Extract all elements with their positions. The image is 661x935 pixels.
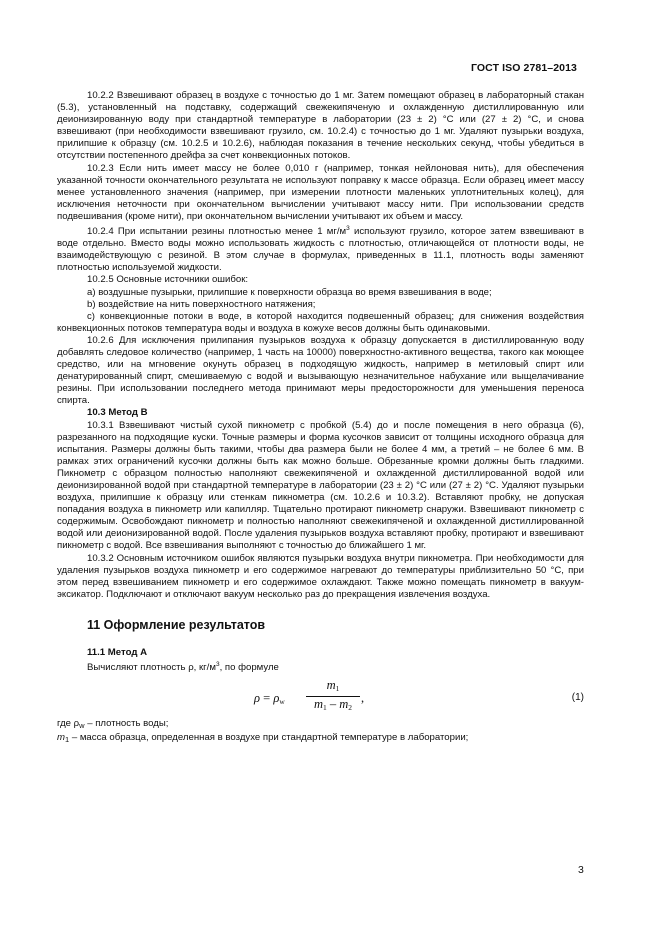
fraction-numerator: m1 bbox=[326, 678, 340, 694]
para-10-3-2: 10.3.2 Основным источником ошибок являются пузырьки воздуха внутри пикнометра. При необходимости для удаления пузырьков воздуха пикнометр и его содержимое нагревают до температуры приблизительно 50 °C, при этом перед взвешиванием пикнометр и его содержимое охлаждают. Также можно помещать пикнометр в вакуум-эксикатор. Подключают и отключают вакуум несколько раз до прекращения извлечения воздуха. bbox=[57, 552, 584, 600]
page-body bbox=[57, 90, 584, 746]
page-number: 3 bbox=[578, 864, 584, 876]
where-rho-w: где $\rho_w$ – плотность воды; bbox=[57, 718, 169, 731]
para-10-2-6: 10.2.6 Для исключения прилипания пузырьков воздуха к образцу допускается в дистиллированную воду добавлять следовое количество (например, 1 часть на 10000) поверхностно-активного вещества, такого как моющее средство, или на мгновение окунуть образец в подходящую жидкость, например в метиловый спирт или денатурированный спирт, смешиваемую с водой и вызывающую незначительное набухание или выщелачивание резины. При использовании последнего метода принимают меры предосторожности для уменьшения переноса спирта. bbox=[57, 334, 584, 407]
heading-section-11: 11 Оформление результатов bbox=[87, 617, 266, 632]
heading-10-3: 10.3 Метод В bbox=[87, 407, 148, 419]
para-10-2-2: 10.2.2 Взвешивают образец в воздухе с точностью до 1 мг. Затем помещают образец в лабораторный стакан (5.3), установленный на подставку, содержащий свежекипяченую и охлажденную дистиллированную или деионизированную воду при стандартной температуре в лаборатории (23 ± 2) °C или (27 ± 2) °C, и снова взвешивают (при необходимости взвешивают грузило, см. 10.2.4) с точностью до 1 мг. Удаляют пузырьки воздуха, прилипшие к образцу (см. 10.2.5 и 10.2.6), наблюдая показания в течение нескольких секунд, чтобы убедиться в отсутствии постепенного дрейфа за счет конвекционных потоков. bbox=[57, 90, 584, 162]
list-item-c: c) конвекционные потоки в воде, в которой находится подвешенный образец; для снижения воздействия конвекционных потоков температура воды и воздуха в кожухе весов должны быть одинаковыми. bbox=[57, 310, 584, 334]
para-10-2-3: 10.2.3 Если нить имеет массу не более 0,010 г (например, тонкая нейлоновая нить), для обеспечения указанной точности окончательного результата не используют поправку к массе образца. Если образец имеет массу менее установленного значения (например, при измерении плотности маленьких уплотнительных колец), для исключения неточности при окончательном вычислении учитывают массу нити. При использовании средств подвешивания (кроме нити), при окончательном вычислении учитывают их объем и массу. bbox=[57, 162, 584, 222]
para-10-3-1: 10.3.1 Взвешивают чистый сухой пикнометр с пробкой (5.4) до и после помещения в него образца (6), разрезанного на подходящие куски. Точные размеры и форма кусочков зависит от толщины исходного образца для испытания. Размеры должны быть такими, чтобы два размера были не более 4 мм, а третий – не более 6 мм. В рамках этих ограничений кусочки должны быть как можно больше. Обрезанные кромки должны быть гладкими. Пикнометр с образцом полностью наполняют свежекипяченой и охлажденной дистиллированной водой или деионизированной водой при стандартной температуре в лаборатории (23 ± 2) °C или (27 ± 2) °C. Удаляют пузырьки воздуха, прилипшие к образцу или стенкам пикнометра (см. 10.2.6 и 10.3.2). Вставляют пробку, не допуская попадания воздуха в пикнометр или капилляр. Тщательно протирают пикнометр снаружи. Взвешивают пикнометр с содержимым. Освобождают пикнометр и полностью наполняют свежекипяченой и охлажденной дистиллированной водой или деионизированной водой. После удаления пузырьков воздуха вставляют пробку, протирают и взвешивают пикнометр с водой. Все взвешивания выполняют с точностью до ближайшего 1 мг. bbox=[57, 419, 584, 552]
density-formula: ρ = ρw m1 m1 – m2 , (1) bbox=[57, 676, 584, 718]
formula-number: (1) bbox=[571, 692, 584, 704]
heading-11-1: 11.1 Метод А bbox=[87, 646, 147, 658]
list-item-a: а) воздушные пузырьки, прилипшие к поверхности образца во время взвешивания в воде; bbox=[87, 286, 492, 298]
formula-lhs: ρ = ρw bbox=[254, 691, 285, 707]
document-code: ГОСТ ISO 2781–2013 bbox=[471, 62, 577, 74]
list-item-b: b) воздействие на нить поверхностного натяжения; bbox=[87, 298, 316, 310]
fraction-denominator: m1 – m2 bbox=[313, 697, 353, 713]
para-10-2-4: 10.2.4 При испытании резины плотностью менее 1 $мг/м^3$ используют грузило, которое затем взвешивают в воде отдельно. Вместо воды можно использовать жидкость с плотностью, отличающейся от плотности воды, не взаимодействующую с резиной. В этом случае в формулах, приведенных в 11.1, плотность воды заменяют плотностью используемой жидкости. bbox=[57, 225, 585, 274]
formula-fraction bbox=[306, 678, 360, 715]
para-10-2-5: 10.2.5 Основные источники ошибок: bbox=[87, 274, 249, 286]
where-m1: $m_1$ – масса образца, определенная в воздухе при стандартной температуре в лаборатории; bbox=[57, 732, 469, 745]
formula-intro: Вычисляют плотность ρ, $кг/м^3$, по формуле bbox=[87, 661, 279, 674]
